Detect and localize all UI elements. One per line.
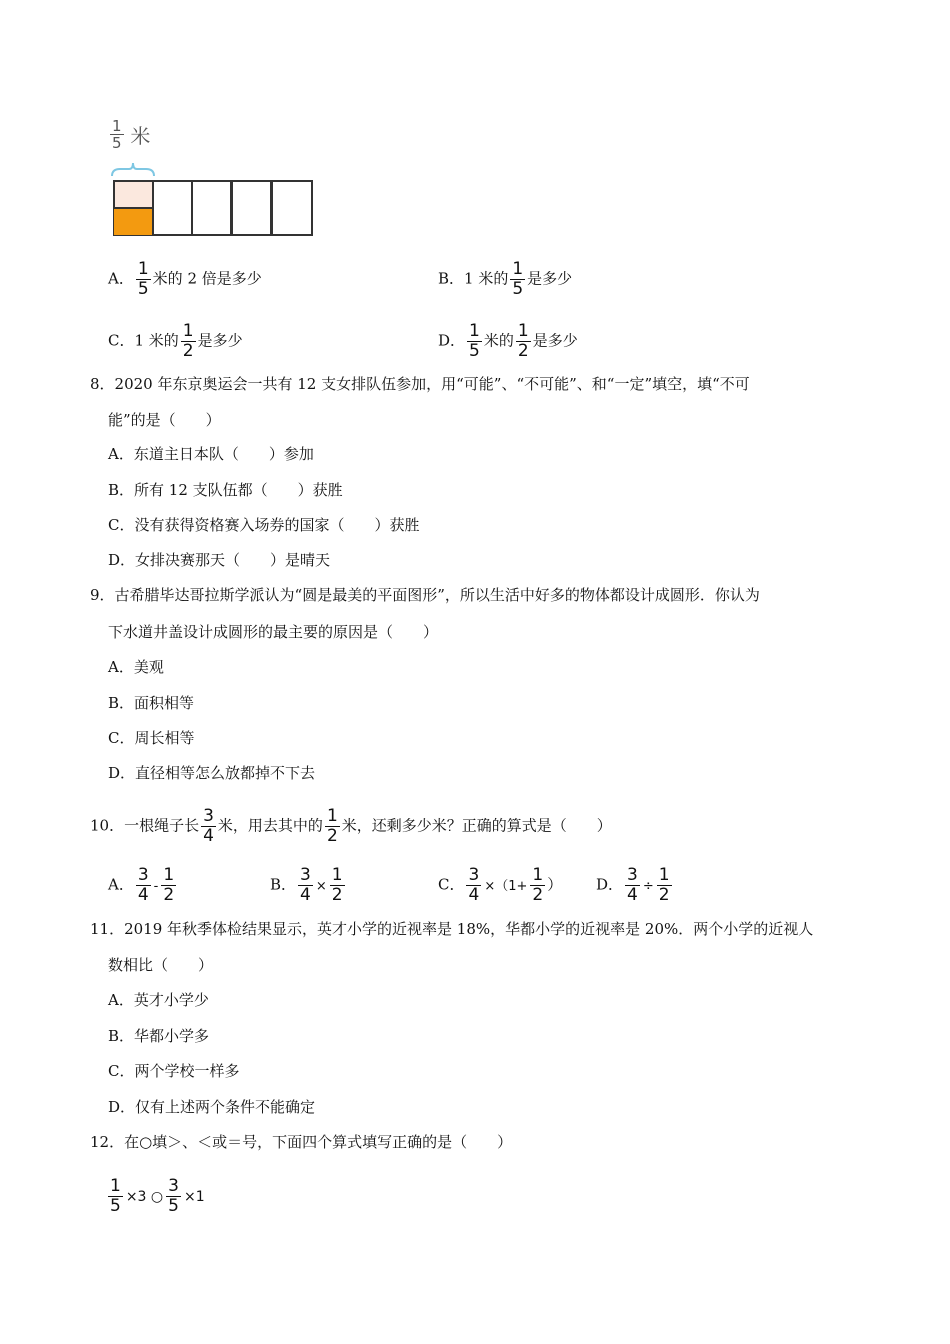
q7-option-a[interactable]: A． $\frac{1}{5}$ 米的 2 倍是多少 xyxy=(108,259,262,299)
fraction: $\frac{1}{2}$ xyxy=(326,806,338,846)
q9-option-a[interactable]: A．美观 xyxy=(108,658,164,676)
fraction: $\frac{1}{5}$ xyxy=(512,259,524,299)
q9-stem-line1: 9．古希腊毕达哥拉斯学派认为“圆是最美的平面图形”，所以生活中好多的物体都设计成圆形．你认为 xyxy=(90,586,760,604)
q8-stem-line2: 能”的是（ ） xyxy=(108,411,221,429)
q11-option-c[interactable]: C．两个学校一样多 xyxy=(108,1062,240,1080)
q9-option-c[interactable]: C．周长相等 xyxy=(108,729,195,747)
q11-option-a[interactable]: A．英才小学少 xyxy=(108,991,209,1009)
q11-option-d[interactable]: D．仅有上述两个条件不能确定 xyxy=(108,1098,316,1116)
q10-option-b[interactable]: B． $\frac{3}{4}$ × $\frac{1}{2}$ xyxy=(270,865,343,905)
fraction: $\frac{3}{4}$ xyxy=(468,865,480,905)
fraction: $\frac{1}{2}$ xyxy=(658,865,670,905)
figure-label-numerator: 1 xyxy=(112,117,122,135)
q7-option-c[interactable]: C．1 米的 $\frac{1}{2}$ 是多少 xyxy=(108,321,243,361)
fraction: $\frac{1}{2}$ xyxy=(517,321,529,361)
q12-expression: $\frac{1}{5}$ ×3 ○ $\frac{3}{5}$ ×1 xyxy=(110,1176,205,1216)
q7-option-b[interactable]: B．1 米的 $\frac{1}{5}$ 是多少 xyxy=(438,259,573,299)
fraction: $\frac{3}{4}$ xyxy=(203,806,214,846)
q8-option-d[interactable]: D．女排决赛那天（ ）是晴天 xyxy=(108,551,331,569)
fraction: $\frac{3}{4}$ xyxy=(137,865,149,905)
q8-stem-line1: 8．2020 年东京奥运会一共有 12 支女排队伍参加，用“可能”、“不可能”、和“一定”填空，填“不可 xyxy=(90,375,750,393)
fraction: $\frac{1}{2}$ xyxy=(182,321,194,361)
bar-cell-5 xyxy=(271,180,313,236)
bar-cell-4 xyxy=(231,180,272,236)
q8-option-a[interactable]: A．东道主日本队（ ）参加 xyxy=(108,445,314,463)
fraction: $\frac{1}{2}$ xyxy=(163,865,175,905)
figure-label-denominator: 5 xyxy=(112,134,122,152)
q12-stem: 12．在○填＞、＜或＝号，下面四个算式填写正确的是（ ） xyxy=(90,1133,513,1151)
fraction: $\frac{3}{4}$ xyxy=(627,865,638,905)
q10-option-c[interactable]: C． $\frac{3}{4}$ ×（1+ $\frac{1}{2}$ ） xyxy=(438,865,563,905)
q10-option-a[interactable]: A． $\frac{3}{4}$ - $\frac{1}{2}$ xyxy=(108,865,175,905)
fraction: $\frac{3}{5}$ xyxy=(168,1176,179,1216)
fraction: $\frac{1}{5}$ xyxy=(137,259,149,299)
q11-option-b[interactable]: B．华都小学多 xyxy=(108,1027,210,1045)
q10-stem: 10．一根绳子长 $\frac{3}{4}$ 米，用去其中的 $\frac{1}{2}$ 米，还剩多少米？正确的算式是（ ） xyxy=(90,806,612,846)
fraction: $\frac{1}{2}$ xyxy=(331,865,343,905)
q11-stem-line2: 数相比（ ） xyxy=(108,956,214,974)
bar-cell-3 xyxy=(191,180,232,236)
q11-stem-line1: 11．2019 年秋季体检结果显示，英才小学的近视率是 18%，华都小学的近视率是 20%．两个小学的近视人 xyxy=(90,920,814,938)
q9-stem-line2: 下水道井盖设计成圆形的最主要的原因是（ ） xyxy=(108,623,439,641)
q8-option-b[interactable]: B．所有 12 支队伍都（ ）获胜 xyxy=(108,481,343,499)
fraction: $\frac{3}{4}$ xyxy=(300,865,311,905)
q8-option-c[interactable]: C．没有获得资格赛入场券的国家（ ）获胜 xyxy=(108,516,420,534)
brace-shape xyxy=(110,160,156,180)
figure-label-unit: 米 xyxy=(130,124,151,148)
bar-cell-2 xyxy=(152,180,193,236)
fraction: $\frac{1}{5}$ xyxy=(110,1176,121,1216)
q9-option-b[interactable]: B．面积相等 xyxy=(108,694,195,712)
bar-cell-1-shaded xyxy=(114,208,153,235)
q9-option-d[interactable]: D．直径相等怎么放都掉不下去 xyxy=(108,764,316,782)
q10-option-d[interactable]: D． $\frac{3}{4}$ ÷ $\frac{1}{2}$ xyxy=(596,865,670,905)
fraction: $\frac{1}{5}$ xyxy=(469,321,480,361)
fraction: $\frac{1}{2}$ xyxy=(532,865,544,905)
q7-option-d[interactable]: D． $\frac{1}{5}$ 米的 $\frac{1}{2}$ 是多少 xyxy=(438,321,578,361)
figure-label xyxy=(108,118,150,151)
bar-divider xyxy=(113,207,154,209)
